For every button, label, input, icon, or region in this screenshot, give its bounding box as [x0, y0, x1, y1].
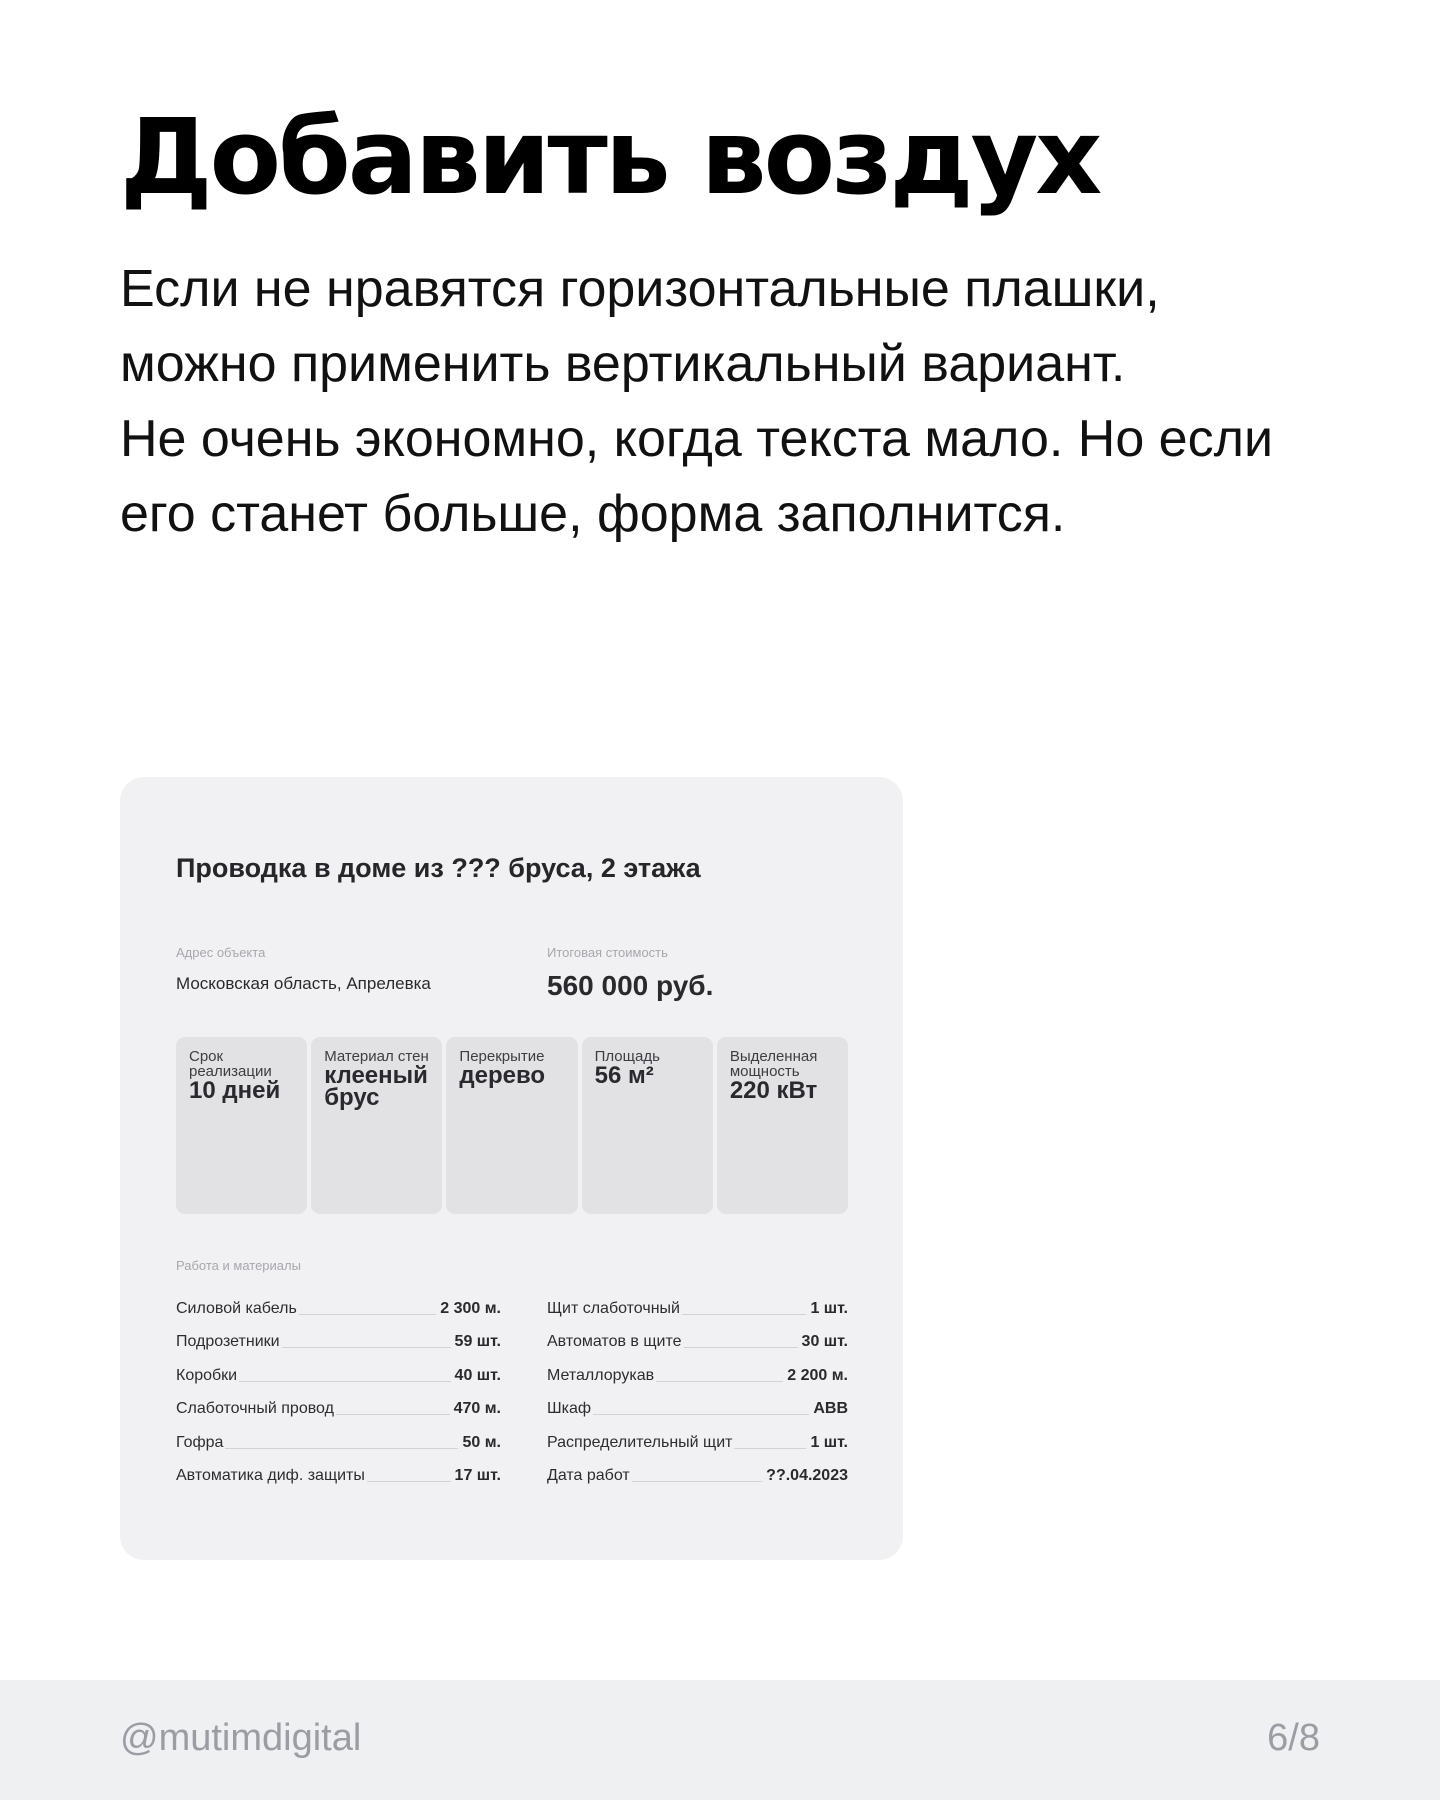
tile-value-line: 220 кВт [729, 1077, 818, 1104]
address-value: Московская область, Апрелевка [176, 974, 431, 993]
leader-line [682, 1314, 806, 1315]
list-item [176, 1391, 501, 1425]
works-list-left [176, 1290, 501, 1491]
footer [0, 1680, 1440, 1800]
page-counter: 6/8 [1267, 1717, 1320, 1759]
page-title: Добавить воздух [120, 96, 1100, 218]
item-name: Гофра [176, 1433, 224, 1451]
item-name: Автоматика диф. защиты [176, 1467, 365, 1484]
list-item [547, 1290, 848, 1324]
item-value: 470 м. [453, 1400, 501, 1417]
leader-line [282, 1347, 451, 1348]
tile-area [582, 1037, 713, 1214]
tile-label [730, 1049, 838, 1079]
leader-line [734, 1448, 806, 1449]
tile-duration [176, 1037, 307, 1214]
tile-label-line: Выделенная [729, 1048, 818, 1065]
list-item [176, 1357, 501, 1391]
tile-value [729, 1077, 838, 1104]
list-item [176, 1324, 501, 1358]
item-value: 30 шт. [801, 1333, 848, 1350]
leader-line [299, 1314, 436, 1315]
tile-value [459, 1062, 567, 1089]
item-value: 1 шт. [810, 1299, 848, 1317]
tile-label-line: Перекрытие [459, 1048, 545, 1065]
tile-value [594, 1062, 703, 1089]
item-value: 17 шт. [454, 1467, 501, 1484]
intro-line: Если не нравятся горизонтальные плашки, [120, 260, 1160, 318]
tile-label-line: реализации [189, 1063, 272, 1080]
tile-value-line: 56 м² [594, 1062, 654, 1089]
tile-floor [446, 1037, 577, 1214]
tile-power [717, 1037, 848, 1214]
list-item [176, 1290, 501, 1324]
item-name: Металлорукав [547, 1366, 655, 1384]
tile-label-line: мощность [729, 1063, 800, 1080]
leader-line [632, 1481, 762, 1482]
leader-line [336, 1414, 450, 1415]
tile-wall-material [311, 1037, 442, 1214]
item-name: Слаботочный провод [176, 1400, 334, 1417]
item-name: Коробки [176, 1366, 238, 1384]
list-item [547, 1324, 848, 1358]
item-name: Щит слаботочный [547, 1299, 680, 1317]
total-cost-label: Итоговая стоимость [547, 945, 668, 960]
footer-handle: @mutimdigital [120, 1717, 362, 1759]
item-value: 2 300 м. [440, 1299, 501, 1317]
list-item [547, 1424, 848, 1458]
tile-label-line: Площадь [594, 1048, 660, 1065]
item-value: 40 шт. [454, 1366, 501, 1384]
item-name: Шкаф [547, 1400, 592, 1417]
total-cost-value: 560 000 руб. [547, 970, 714, 1001]
works-section-label: Работа и материалы [176, 1258, 301, 1273]
item-name: Дата работ [547, 1467, 630, 1484]
tile-value-line: 10 дней [189, 1077, 281, 1104]
intro-line: его станет больше, форма заполнится. [120, 485, 1066, 543]
item-name: Подрозетники [176, 1333, 280, 1350]
item-value: ABB [813, 1400, 848, 1417]
leader-line [367, 1481, 451, 1482]
item-value: 59 шт. [454, 1333, 501, 1350]
address-label: Адрес объекта [176, 945, 266, 960]
list-item [176, 1424, 501, 1458]
item-value: 1 шт. [810, 1433, 848, 1451]
intro-line: Не очень экономно, когда текста мало. Но если [120, 410, 1273, 468]
tile-value [189, 1077, 297, 1104]
item-value: 2 200 м. [787, 1366, 848, 1384]
parameter-tiles [176, 1037, 848, 1214]
tile-value-line: дерево [459, 1062, 546, 1089]
leader-line [684, 1347, 798, 1348]
leader-line [593, 1414, 809, 1415]
item-name: Автоматов в щите [547, 1333, 682, 1350]
list-item [547, 1357, 848, 1391]
tile-value-line: клееный [324, 1062, 428, 1089]
leader-line [225, 1448, 458, 1449]
tile-value-line: брус [324, 1084, 380, 1111]
item-name: Силовой кабель [176, 1299, 297, 1317]
tile-label [189, 1049, 297, 1079]
tile-label-line: Материал стен [324, 1048, 429, 1065]
tile-label-line: Срок [189, 1048, 224, 1065]
intro-line: можно применить вертикальный вариант. [120, 335, 1126, 393]
item-value: 50 м. [462, 1433, 501, 1451]
leader-line [656, 1381, 783, 1382]
works-list-right [547, 1290, 848, 1491]
leader-line [239, 1381, 450, 1382]
item-name: Распределительный щит [547, 1433, 733, 1451]
item-value: ??.04.2023 [766, 1467, 848, 1484]
list-item [176, 1458, 501, 1492]
project-card [120, 777, 903, 1560]
list-item [547, 1458, 848, 1492]
tile-value [324, 1062, 432, 1111]
card-title: Проводка в доме из ??? бруса, 2 этажа [176, 853, 701, 883]
intro-text [120, 252, 1340, 552]
list-item [547, 1391, 848, 1425]
